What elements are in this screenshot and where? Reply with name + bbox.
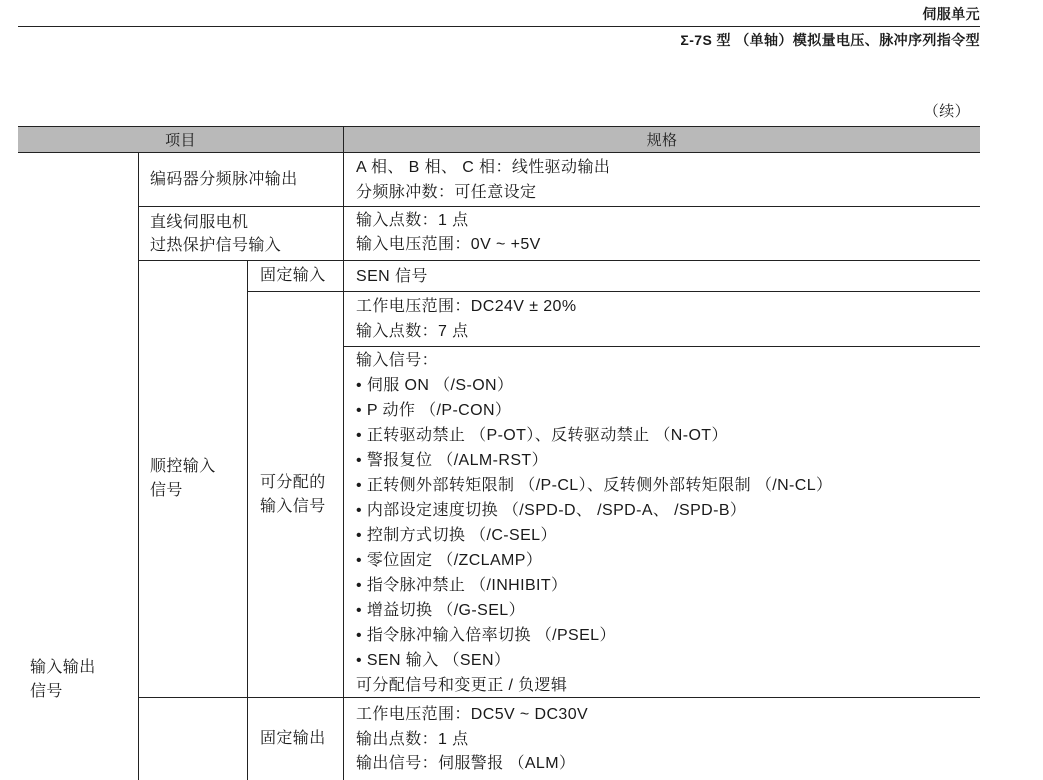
item-label-line: 顺控输入 xyxy=(150,458,216,475)
spec-encoder-pulse-output xyxy=(343,153,980,207)
item-encoder-pulse-output xyxy=(138,153,343,207)
item-label: 编码器分频脉冲输出 xyxy=(150,170,298,188)
list-item: • 伺服 ON （/S-ON） xyxy=(356,373,980,398)
spec-line: SEN 信号 xyxy=(356,267,428,285)
item-sequence-output-signals xyxy=(138,698,247,780)
spec-assignable-input-signals xyxy=(343,347,980,698)
list-item: • 正转驱动禁止 （P-OT）、反转驱动禁止 （N-OT） xyxy=(356,423,980,448)
continued-mark: （续） xyxy=(923,103,970,120)
column-header-item: 项目 xyxy=(165,132,196,149)
group-label-line: 信号 xyxy=(30,683,63,700)
product-line-subtitle: Σ-7S 型 （单轴）模拟量电压、脉冲序列指令型 xyxy=(680,32,980,48)
subitem-label-line: 可分配的 xyxy=(260,473,326,491)
spec-line: A 相、 B 相、 C 相：线性驱动输出 xyxy=(356,159,611,176)
spec-line: 工作电压范围：DC24V ± 20% xyxy=(356,298,577,315)
subitem-label: 固定输出 xyxy=(260,730,326,747)
list-item: • 控制方式切换 （/C-SEL） xyxy=(356,523,980,548)
spec-line: 输出点数：1 点 xyxy=(356,730,469,748)
spec-line: 输出信号：伺服警报 （ALM） xyxy=(356,755,576,772)
list-item: • SEN 输入 （SEN） xyxy=(356,648,980,673)
item-sequence-input-signals xyxy=(138,261,247,698)
group-label-io-signals xyxy=(18,153,138,780)
list-item: • 增益切换 （/G-SEL） xyxy=(356,598,980,623)
item-label-line: 直线伺服电机 xyxy=(150,213,249,231)
item-label-line: 过热保护信号输入 xyxy=(150,236,282,254)
item-label-line: 信号 xyxy=(150,482,183,499)
spec-line: 工作电压范围：DC5V ~ DC30V xyxy=(356,706,589,723)
list-item: • P 动作 （/P-CON） xyxy=(356,398,980,423)
spec-line: 输入电压范围：0V ~ +5V xyxy=(356,236,541,253)
list-item: • 警报复位 （/ALM-RST） xyxy=(356,448,980,473)
list-item: • 内部设定速度切换 （/SPD-D、 /SPD-A、 /SPD-B） xyxy=(356,498,980,523)
subitem-label-line: 输入信号 xyxy=(260,497,326,515)
header-rule xyxy=(18,26,980,27)
spec-line: 分频脉冲数：可任意设定 xyxy=(356,184,537,201)
spec-fixed-output xyxy=(343,698,980,780)
spec-fixed-input xyxy=(343,261,980,292)
group-label-line: 输入输出 xyxy=(30,659,96,676)
column-header-spec: 规格 xyxy=(343,127,980,152)
subitem-label: 固定输入 xyxy=(260,267,326,284)
signals-heading: 输入信号： xyxy=(356,352,439,369)
spec-assignable-input-electrical xyxy=(343,292,980,347)
signals-note: 可分配信号和变更正 / 负逻辑 xyxy=(356,677,568,694)
list-item: • 指令脉冲输入倍率切换 （/PSEL） xyxy=(356,623,980,648)
spec-linear-motor-overheat-input xyxy=(343,207,980,261)
section-title: 伺服单元 xyxy=(922,6,980,22)
spec-line: 输入点数：1 点 xyxy=(356,212,469,229)
list-item: • 指令脉冲禁止 （/INHIBIT） xyxy=(356,573,980,598)
spec-line: 输入点数：7 点 xyxy=(356,323,469,340)
subitem-fixed-input xyxy=(247,261,343,292)
list-item: • 正转侧外部转矩限制 （/P-CL）、反转侧外部转矩限制 （/N-CL） xyxy=(356,473,980,498)
table-header-row xyxy=(18,126,980,153)
signal-list xyxy=(356,373,980,673)
item-linear-motor-overheat-input xyxy=(138,207,343,261)
subitem-fixed-output xyxy=(247,698,343,780)
list-item: • 零位固定 （/ZCLAMP） xyxy=(356,548,980,573)
subitem-assignable-input xyxy=(247,292,343,698)
